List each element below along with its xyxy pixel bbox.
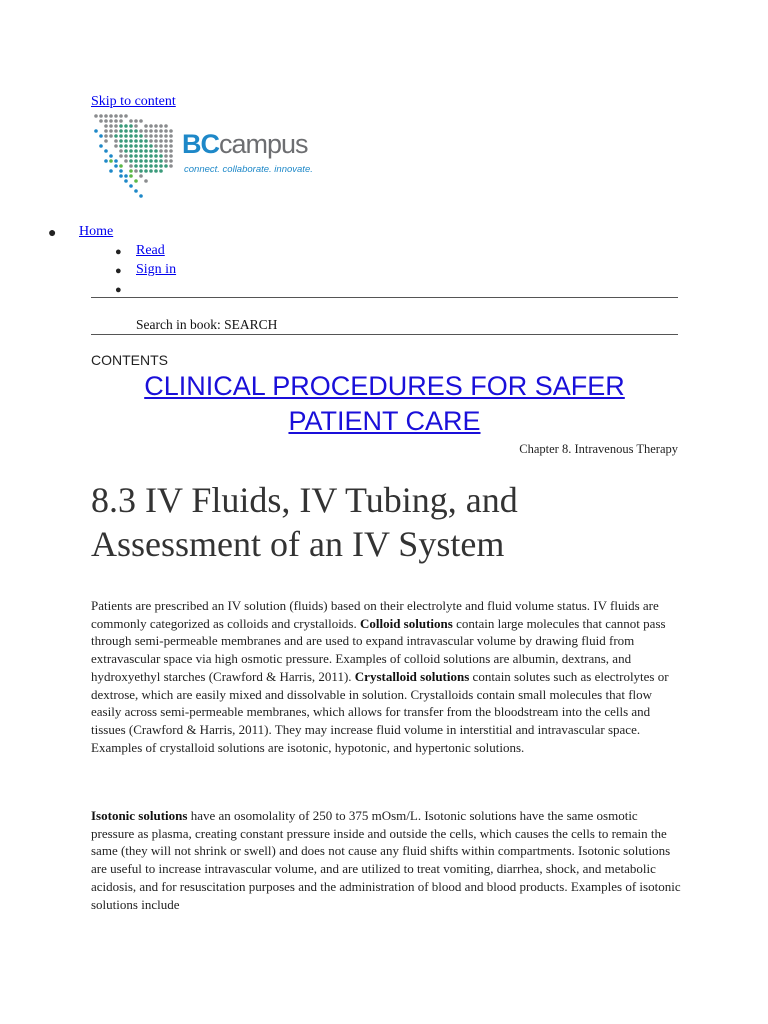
nav-home-link[interactable]: Home xyxy=(79,224,114,239)
nav-bullet: ● xyxy=(48,226,57,241)
paragraph-isotonic xyxy=(91,807,681,913)
page-title: 8.3 IV Fluids, IV Tubing, and Assessment of an IV System xyxy=(91,480,518,564)
paragraph-text: Patients are prescribed an IV solution (fluids) based on their electrolyte and fluid volume status. IV fluids are commonly categorized as colloids and crystalloids. xyxy=(91,598,659,631)
divider xyxy=(91,297,678,298)
skip-to-content-link[interactable]: Skip to content xyxy=(91,94,176,109)
logo-wordmark xyxy=(182,129,308,159)
nav-sub-bullet: ● xyxy=(115,246,122,258)
nav-sign-in-link[interactable]: Sign in xyxy=(136,262,177,277)
term-isotonic: Isotonic solutions xyxy=(91,808,188,823)
nav-sub-bullet: ● xyxy=(115,265,122,277)
book-title-link[interactable]: CLINICAL PROCEDURES FOR SAFER PATIENT CARE xyxy=(144,371,625,436)
logo-campus-text: campus xyxy=(219,129,308,159)
chapter-label: Chapter 8. Intravenous Therapy xyxy=(519,442,678,456)
logo-bc-text: BC xyxy=(182,129,219,159)
paragraph-fluids xyxy=(91,597,681,756)
paragraph-text: contain solutes such as electrolytes or dextrose, which are easily mixed and dissolvable in solution. Crystalloids contain small molecules that flow easily across semi-permeable membranes, which allows for transfer from the bloodstream into the cells and tissues (Crawford & Harris, 2011). They may increase fluid volume in interstitial and intravascular space. Examples of crystalloid solutions are isotonic, hypotonic, and hypertonic solutions. xyxy=(91,668,669,755)
nav-sub-bullet: ● xyxy=(115,284,122,296)
paragraph-text: have an osomolality of 250 to 375 mOsm/L. Isotonic solutions have the same osmotic pressure as plasma, creating constant pressure inside and outside the cells, which causes the cells to remain the same (they will not shrink or swell) and does not cause any fluid shifts within compartments. Isotonic solutions are useful to increase intravascular volume, and are utilized to treat vomiting, diarrhea, shock, and metabolic acidosis, and for resuscitation purposes and the administration of blood and blood products. Examples of isotonic solutions include xyxy=(91,808,681,912)
nav-read-link[interactable]: Read xyxy=(136,243,165,258)
paragraph-text: contain large molecules that cannot pass through semi-permeable membranes and are used to expand intravascular volume by drawing fluid from extravascular space via high osmotic pressure. Examples of colloid solutions are albumin, dextrans, and hydroxyethyl starches (Crawford & Harris, 2011). xyxy=(91,615,666,684)
contents-toggle[interactable]: CONTENTS xyxy=(91,352,168,368)
term-colloid: Colloid solutions xyxy=(359,615,453,631)
bccampus-logo[interactable] xyxy=(93,113,325,203)
term-crystalloid: Crystalloid solutions xyxy=(354,668,470,684)
book-title-container xyxy=(91,369,678,439)
book-search[interactable]: Search in book: SEARCH xyxy=(136,317,278,332)
divider xyxy=(91,334,678,335)
logo-tagline: connect. collaborate. innovate. xyxy=(184,164,313,175)
